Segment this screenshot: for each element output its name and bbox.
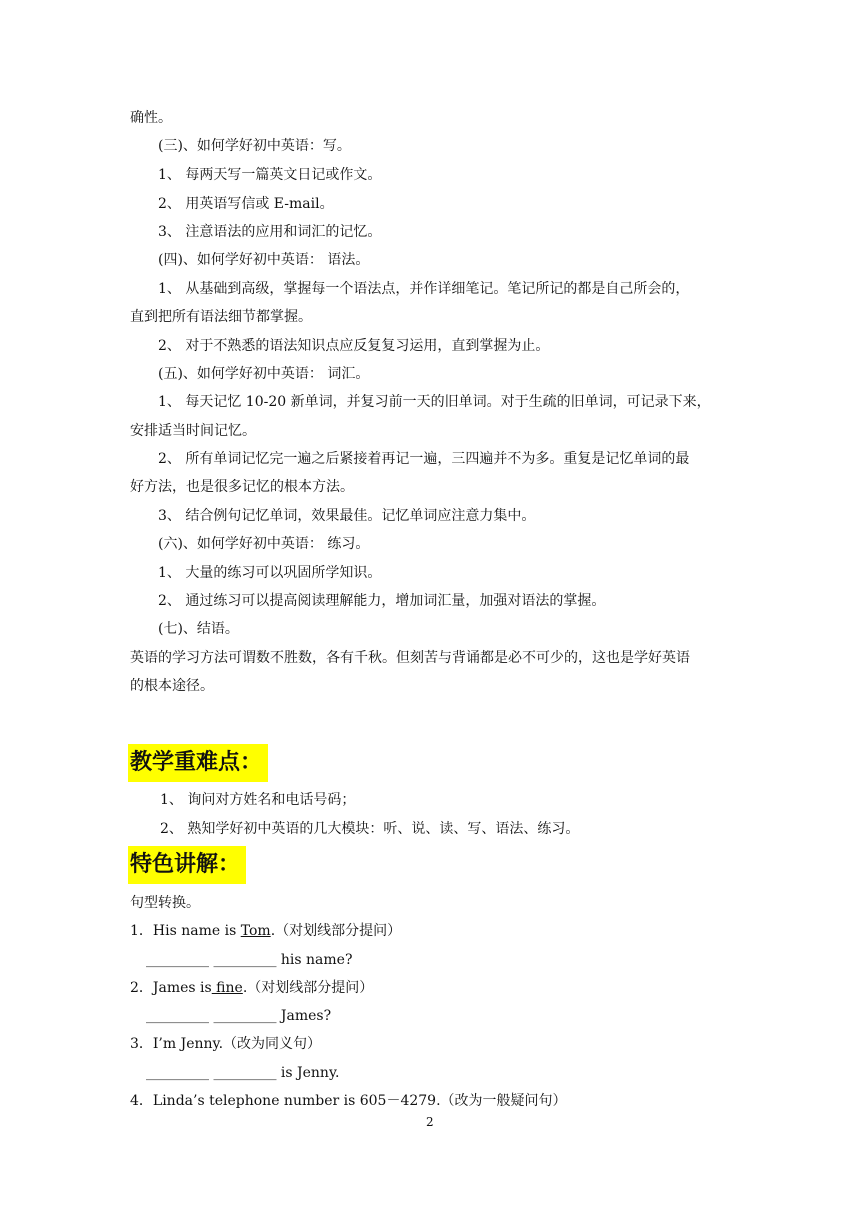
list-item: 2、 熟知学好初中英语的几大模块：听、说、读、写、语法、练习。 [160,821,580,837]
conclusion-paragraph-continued: 的根本途径。 [130,678,214,694]
list-item: 1、 询问对方姓名和电话号码； [160,792,356,808]
section-title-vocabulary: (五)、如何学好初中英语： 词汇。 [158,366,370,382]
answer-blank: _________ _________ his name? [146,952,353,968]
list-item: 2、 对于不熟悉的语法知识点应反复复习运用，直到掌握为止。 [158,338,550,354]
conclusion-paragraph: 英语的学习方法可谓数不胜数，各有千秋。但刻苦与背诵都是必不可少的，这也是学好英语 [130,650,690,666]
list-item-continued: 直到把所有语法细节都掌握。 [130,309,312,325]
list-item-continued: 安排适当时间记忆。 [130,423,256,439]
list-item: 1、 从基础到高级，掌握每一个语法点，并作详细笔记。笔记所记的都是自己所会的， [158,281,690,297]
page-number: 2 [426,1115,434,1129]
underlined-word: fine [211,980,243,996]
exercise-question-2 [130,978,373,998]
section-title-grammar: (四)、如何学好初中英语： 语法。 [158,252,370,268]
exercise-question-1 [130,921,401,941]
heading-key-points: 教学重难点： [128,744,268,782]
answer-blank: _________ _________ James? [146,1008,332,1024]
list-item: 2、 用英语写信或 E-mail。 [158,196,334,212]
list-item: 3、 注意语法的应用和词汇的记忆。 [158,224,382,240]
list-item: 2、 所有单词记忆完一遍之后紧接着再记一遍，三四遍并不为多。重复是记忆单词的最 [158,451,690,467]
heading-special-explanation: 特色讲解： [128,846,246,884]
section-title-conclusion: (七)、结语。 [158,621,239,637]
list-item: 1、 大量的练习可以巩固所学知识。 [158,565,382,581]
underlined-word: Tom [240,923,271,939]
exercise-question-4: 4．Linda’s telephone number is 605－4279.（改为一般疑问句） [130,1093,567,1109]
section-title-writing: (三)、如何学好初中英语：写。 [158,138,351,154]
question-instruction: .（对划线部分提问） [242,980,374,996]
exercise-intro: 句型转换。 [130,895,200,911]
exercise-question-3: 3．I’m Jenny.（改为同义句） [130,1036,322,1052]
list-item: 3、 结合例句记忆单词，效果最佳。记忆单词应注意力集中。 [158,508,536,524]
list-item-continued: 好方法，也是很多记忆的根本方法。 [130,479,354,495]
section-title-practice: (六)、如何学好初中英语： 练习。 [158,536,370,552]
question-instruction: .（对划线部分提问） [270,923,402,939]
paragraph-fragment: 确性。 [130,110,172,126]
list-item: 1、 每两天写一篇英文日记或作文。 [158,167,382,183]
list-item: 2、 通过练习可以提高阅读理解能力，增加词汇量，加强对语法的掌握。 [158,593,606,609]
list-item: 1、 每天记忆 10-20 新单词，并复习前一天的旧单词。对于生疏的旧单词，可记录下来， [158,394,711,410]
answer-blank: _________ _________ is Jenny. [146,1065,340,1081]
question-text: 2．James is [130,980,212,996]
question-text: 1．His name is [130,923,241,939]
